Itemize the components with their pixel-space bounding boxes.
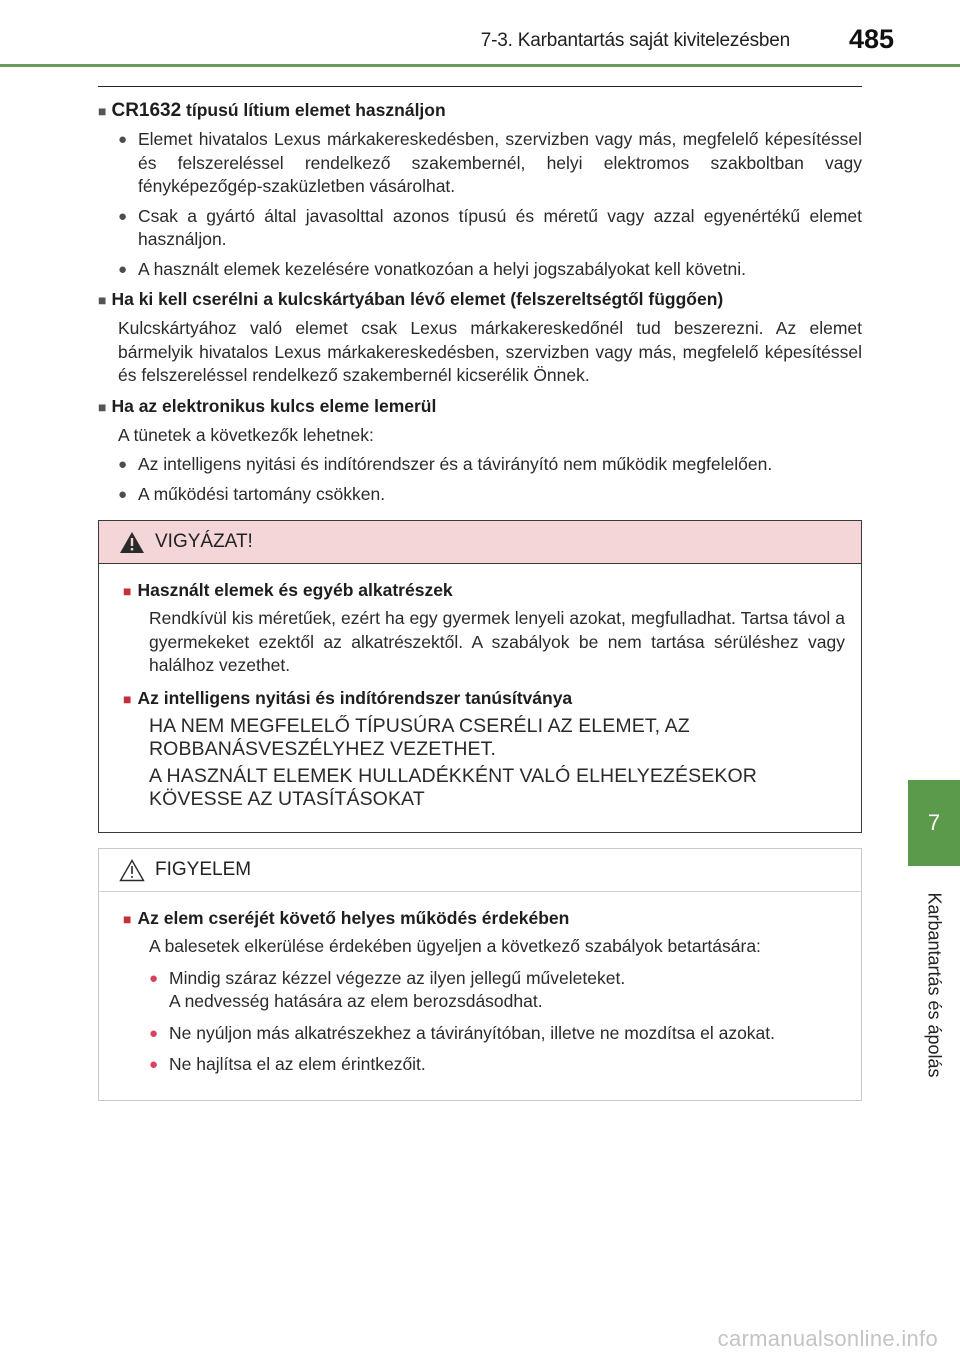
list-item: ● Mindig száraz kézzel végezze az ilyen jellegű műveleteket. A nedvesség hatására az elem berozsdásodhat. — [149, 967, 626, 1011]
bullet-dot-icon: ● — [149, 969, 159, 987]
main-content — [98, 98, 862, 512]
square-marker-icon: ■ — [123, 690, 132, 707]
chapter-tab — [908, 780, 960, 866]
section-title: ■ CR1632 típusú lítium elemet használjon — [98, 100, 446, 121]
bullet-dot-icon: ● — [149, 1056, 159, 1073]
bullet-dot-icon: ● — [118, 260, 128, 278]
warning-caps-text: HA NEM MEGFELELŐ TÍPUSÚRA CSERÉLI AZ ELEMET, AZ ROBBANÁSVESZÉLYHEZ VEZETHET. — [149, 714, 690, 760]
list-item: ● Elemet hivatalos Lexus márkakereskedésben, szervizben vagy más, megfelelő képesítéssel és felszereléssel rendelkező szakembernél, helyi elektromos szakboltban vagy fényképezőgép-szaküzletben vásárolhat. — [118, 129, 862, 196]
page-header-title: 7-3. Karbantartás saját kivitelezésben — [480, 30, 790, 51]
list-item: ● Ne hajlítsa el az elem érintkezőit. — [123, 1053, 845, 1077]
bullet-dot-icon: ● — [149, 1024, 159, 1042]
square-marker-icon: ■ — [123, 911, 132, 927]
chapter-side-title: Karbantartás és ápolás — [924, 892, 945, 1078]
paragraph: Kulcskártyához való elemet csak Lexus márkakereskedőnél tud beszerezni. Az elemet bármelyik hivatalos Lexus márkakereskedésben, szervizben vagy más, megfelelő képesítéssel és felszereléssel rendelkező szakembernél kicserélik Önnek. — [118, 318, 862, 385]
section-title: ■ Ha ki kell cserélni a kulcskártyában lévő elemet (felszereltségtől függően) — [98, 289, 724, 309]
list-item: ● Ne nyúljon más alkatrészekhez a távirányítóban, illetve ne mozdítsa el azokat. — [123, 1022, 845, 1046]
bullet-dot-icon: ● — [118, 485, 128, 503]
warning-item-title: ■ Az intelligens nyitási és indítórendszer tanúsítványa — [123, 687, 573, 708]
caution-triangle-icon — [119, 859, 145, 882]
paragraph: A tünetek a következők lehetnek: — [118, 424, 374, 445]
square-marker-icon: ■ — [98, 292, 107, 308]
warning-body — [99, 564, 861, 811]
list-item: ● Csak a gyártó által javasolttal azonos típusú és méretű vagy azzal egyenértékű elemet használjon. — [118, 205, 862, 249]
warning-label: VIGYÁZAT! — [155, 531, 253, 552]
warning-caps-text: A HASZNÁLT ELEMEK HULLADÉKKÉNT VALÓ ELHELYEZÉSEKOR KÖVESSE AZ UTASÍTÁSOKAT — [149, 764, 757, 810]
square-marker-icon: ■ — [123, 583, 132, 599]
notice-paragraph: A balesetek elkerülése érdekében ügyeljen a következő szabályok betartására: — [149, 936, 761, 956]
warning-triangle-icon — [119, 531, 145, 554]
warning-paragraph: Rendkívül kis méretűek, ezért ha egy gyermek lenyeli azokat, megfulladhat. Tartsa távol a gyermekeket ezektől az alkatrészektől. A szabályok be nem tartása sérüléshez vagy halálhoz vezethet. — [149, 608, 845, 675]
warning-header — [99, 521, 861, 564]
square-marker-icon: ■ — [98, 103, 107, 119]
warning-box — [98, 520, 862, 833]
content-top-rule — [98, 86, 862, 87]
notice-item-title: ■ Az elem cseréjét követő helyes működés érdekében — [123, 908, 570, 928]
list-item: ● A használt elemek kezelésére vonatkozóan a helyi jogszabályokat kell követni. — [98, 258, 862, 282]
page-number: 485 — [848, 24, 894, 54]
bullet-dot-icon: ● — [118, 207, 128, 225]
bullet-dot-icon: ● — [118, 456, 128, 473]
notice-header — [99, 849, 861, 892]
watermark: carmanualsonline.info — [717, 1326, 938, 1351]
bullet-dot-icon: ● — [118, 131, 128, 148]
notice-label: FIGYELEM — [155, 859, 252, 880]
notice-box — [98, 848, 862, 1101]
square-marker-icon: ■ — [98, 398, 107, 415]
list-item: ● A működési tartomány csökken. — [98, 483, 862, 507]
header-rule — [0, 64, 960, 67]
notice-body — [99, 892, 861, 1077]
warning-item-title: ■ Használt elemek és egyéb alkatrészek — [123, 580, 453, 600]
chapter-number: 7 — [927, 810, 941, 835]
list-item: ● Az intelligens nyitási és indítórendszer és a távirányító nem működik megfelelően. — [98, 453, 862, 477]
section-title: ■ Ha az elektronikus kulcs eleme lemerül — [98, 395, 437, 416]
